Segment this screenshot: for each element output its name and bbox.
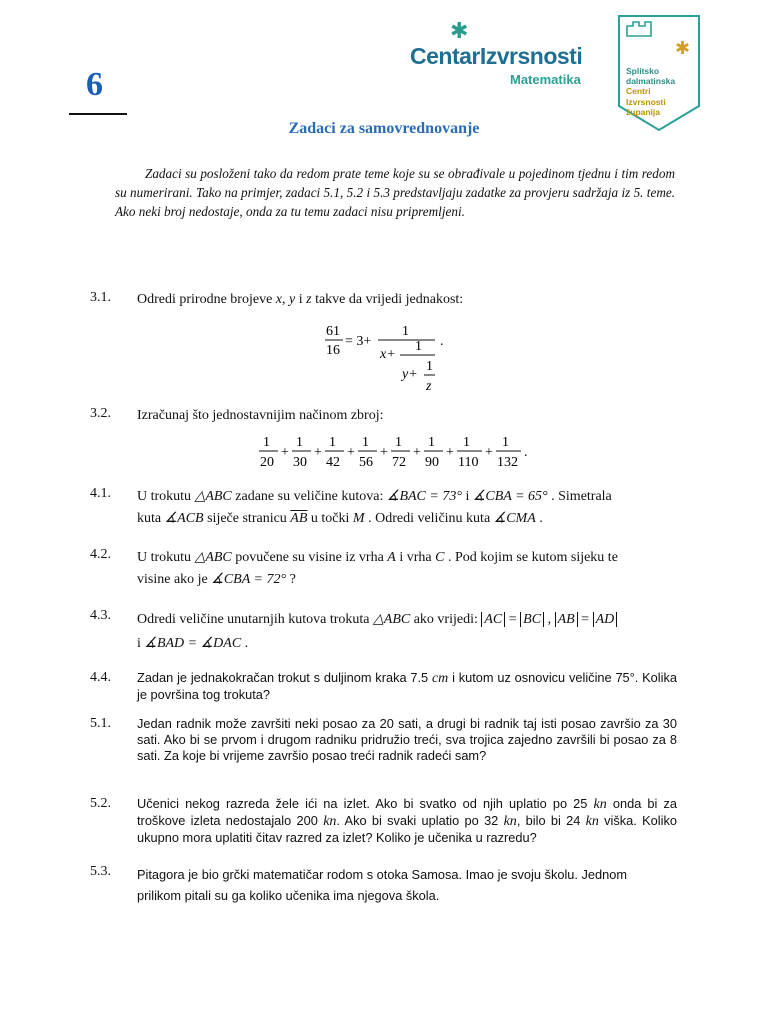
task-4-1-text bbox=[137, 486, 677, 530]
task-number: 5.2. bbox=[90, 796, 111, 811]
text-run: , bbox=[544, 612, 555, 627]
fraction-term bbox=[325, 435, 344, 470]
math-unit: kn bbox=[323, 814, 337, 829]
task-number: 5.3. bbox=[90, 864, 111, 879]
text-run: . Pod kojim se kutom sijeku te bbox=[444, 550, 618, 565]
math-var: y bbox=[289, 292, 296, 307]
task-number: 4.2. bbox=[90, 547, 111, 562]
task-number: 4.3. bbox=[90, 608, 111, 623]
task-5-1-text: Jedan radnik može završiti neki posao za 20 sati, a drugi bi radnik taj isti posao završio za 30 sati. Ako bi se prvom i drugom radniku pridružio treći, sva trojica zajedno završili bi posao za 8 sati. Za koje bi vrijeme završio posao treći radnik radeći sam? bbox=[137, 716, 677, 763]
fraction-term bbox=[358, 435, 377, 470]
svg-text:1: 1 bbox=[428, 435, 435, 450]
math-abs-segment: AC bbox=[481, 612, 505, 627]
svg-text:1: 1 bbox=[395, 435, 402, 450]
task-number: 3.1. bbox=[90, 290, 111, 305]
plus-sign: + bbox=[281, 445, 289, 460]
text-run: . Ako bi svaki uplatio po 32 bbox=[336, 813, 504, 828]
logo-subtitle: Matematika bbox=[510, 72, 581, 87]
text-run: visine ako je bbox=[137, 572, 212, 587]
task-3-1-text bbox=[137, 290, 677, 309]
svg-text:110: 110 bbox=[458, 455, 479, 470]
fraction-denominator: z bbox=[426, 379, 432, 394]
text-run: i bbox=[295, 292, 307, 307]
math-triangle: △ABC bbox=[194, 550, 232, 565]
math-angle: ∡CBA = 72° bbox=[211, 572, 287, 587]
task-number: 4.1. bbox=[90, 486, 111, 501]
svg-text:42: 42 bbox=[326, 455, 340, 470]
svg-text:72: 72 bbox=[392, 455, 406, 470]
math-unit: kn bbox=[593, 797, 607, 812]
svg-text:30: 30 bbox=[293, 455, 307, 470]
svg-text:90: 90 bbox=[425, 455, 439, 470]
text-run: U trokutu bbox=[137, 489, 195, 504]
fraction-term bbox=[424, 435, 443, 470]
fraction-numerator: 1 bbox=[426, 359, 433, 374]
task-4-3-text bbox=[137, 608, 677, 656]
fraction-sum-equation bbox=[256, 432, 536, 472]
task-5-3-text bbox=[137, 864, 677, 906]
svg-text:132: 132 bbox=[497, 455, 518, 470]
math-point: M bbox=[352, 511, 365, 526]
shield-line: Centri bbox=[626, 86, 651, 97]
text-run: onda bi za troškove izleta nedostajalo 200 bbox=[137, 796, 677, 828]
math-var: x bbox=[275, 292, 283, 307]
text-run: . bbox=[535, 511, 543, 526]
plus-sign: + bbox=[314, 445, 322, 460]
text-run: = bbox=[577, 612, 593, 627]
text-run: Odredi veličine unutarnjih kutova trokuta bbox=[137, 612, 373, 627]
text-run: Učenici nekog razreda žele ići na izlet. Ako bi svatko od njih uplatio po 25 bbox=[137, 796, 594, 811]
fraction-numerator: 1 bbox=[402, 324, 409, 339]
plus-sign: + bbox=[485, 445, 493, 460]
text-run: viška. Koliko ukupno mora uplatiti čitav razred za izlet? Koliko je učenika u razredu? bbox=[137, 813, 677, 845]
fraction-numerator: 1 bbox=[415, 339, 422, 354]
fraction-term bbox=[496, 435, 521, 470]
x-plus: x+ bbox=[380, 347, 396, 362]
text-run: Zadan je jednakokračan trokut s duljinom kraka 7.5 bbox=[137, 670, 432, 685]
text-run: Odredi prirodne brojeve bbox=[137, 292, 276, 307]
intro-paragraph: Zadaci su posloženi tako da redom prate teme koje su se obrađivale u pojedinom tjednu i tim redom su numerirani. Tako na primjer, zadaci 5.1, 5.2 i 5.3 predstavljaju zadatke za provjeru sadržaja iz 5. teme. Ako neki broj nedostaje, onda za tu temu zadaci nisu pripremljeni. bbox=[115, 166, 675, 220]
text-run: siječe stranicu bbox=[203, 511, 291, 526]
plus-sign: + bbox=[380, 445, 388, 460]
task-3-2-text: Izračunaj što jednostavnijim načinom zbroj: bbox=[137, 408, 384, 423]
math-point: A bbox=[387, 550, 396, 565]
text-run: U trokutu bbox=[137, 550, 195, 565]
text-run: i vrha bbox=[395, 550, 436, 565]
svg-text:56: 56 bbox=[359, 455, 373, 470]
fraction-term bbox=[259, 435, 278, 470]
math-var: z bbox=[306, 292, 312, 307]
text-run: . Odredi veličinu kuta bbox=[364, 511, 494, 526]
text-run: Pitagora je bio grčki matematičar rodom s otoka Samosa. Imao je svoju školu. Jednom bbox=[137, 867, 628, 882]
task-number: 3.2. bbox=[90, 406, 111, 421]
math-triangle: △ABC bbox=[373, 612, 411, 627]
plus-sign: + bbox=[446, 445, 454, 460]
svg-text:1: 1 bbox=[296, 435, 303, 450]
svg-text:20: 20 bbox=[260, 455, 274, 470]
equals-three-plus: = 3+ bbox=[345, 334, 372, 349]
svg-text:1: 1 bbox=[263, 435, 270, 450]
svg-text:1: 1 bbox=[362, 435, 369, 450]
text-run: i bbox=[461, 489, 473, 504]
y-plus: y+ bbox=[402, 367, 418, 382]
plus-sign: + bbox=[413, 445, 421, 460]
task-number: 4.4. bbox=[90, 670, 111, 685]
svg-text:1: 1 bbox=[329, 435, 336, 450]
text-run: takve da vrijedi jednakost: bbox=[311, 292, 464, 307]
text-run: , bilo bi 24 bbox=[516, 813, 586, 828]
plus-sign: + bbox=[347, 445, 355, 460]
fraction-term bbox=[292, 435, 311, 470]
logo-name: CentarIzvrsnosti bbox=[410, 43, 583, 69]
period: . bbox=[440, 334, 444, 349]
page-title: Zadaci za samovrednovanje bbox=[288, 120, 480, 137]
fraction-denominator: 16 bbox=[326, 343, 340, 358]
text-run: ? bbox=[286, 572, 296, 587]
text-run: povučene su visine iz vrha bbox=[231, 550, 388, 565]
math-angle: ∡BAD = ∡DAC bbox=[144, 636, 242, 651]
continued-fraction-equation bbox=[320, 318, 460, 398]
text-run: ako vrijedi: bbox=[410, 612, 482, 627]
svg-text:1: 1 bbox=[463, 435, 470, 450]
text-run: i kutom uz osnovicu veličine 75°. Kolika je površina tog trokuta? bbox=[137, 670, 677, 702]
text-run: . bbox=[241, 636, 249, 651]
math-angle: ∡BAC = 73° bbox=[386, 489, 462, 504]
text-run: kuta bbox=[137, 511, 165, 526]
math-abs-segment: BC bbox=[520, 612, 544, 627]
fraction-term bbox=[391, 435, 410, 470]
math-segment: $\overline{AB}$ bbox=[290, 511, 308, 526]
math-unit: kn bbox=[585, 814, 599, 829]
text-run: u točki bbox=[307, 511, 353, 526]
task-4-2-text bbox=[137, 547, 677, 591]
county-shield-logo bbox=[617, 14, 701, 132]
shield-line: dalmatinska bbox=[626, 76, 676, 87]
svg-text:✱: ✱ bbox=[675, 38, 691, 58]
math-angle: ∡CBA = 65° bbox=[472, 489, 548, 504]
shield-line: županija bbox=[626, 106, 661, 117]
task-number: 5.1. bbox=[90, 716, 111, 731]
text-run: , bbox=[282, 292, 290, 307]
task-4-4-text bbox=[137, 670, 677, 703]
math-angle: ∡ACB bbox=[164, 511, 204, 526]
page-number: 6 bbox=[86, 66, 103, 103]
page-number-underline bbox=[69, 113, 127, 115]
shield-text bbox=[626, 66, 675, 117]
math-angle: ∡CMA bbox=[493, 511, 536, 526]
math-triangle: △ABC bbox=[194, 489, 232, 504]
math-unit: cm bbox=[431, 671, 449, 686]
text-run: i bbox=[137, 636, 145, 651]
math-unit: kn bbox=[503, 814, 517, 829]
svg-text:1: 1 bbox=[502, 435, 509, 450]
asterisk-star-icon: ✱ bbox=[450, 18, 469, 43]
task-5-2-text bbox=[137, 796, 677, 846]
fraction-numerator: 61 bbox=[326, 324, 340, 339]
text-run: prilikom pitali su ga koliko učenika ima njegova škola. bbox=[137, 888, 440, 903]
shield-line: Splitsko bbox=[626, 66, 660, 76]
period: . bbox=[524, 445, 528, 460]
text-run: . Simetrala bbox=[547, 489, 612, 504]
math-abs-segment: AB bbox=[555, 612, 578, 627]
math-point: C bbox=[435, 550, 445, 565]
text-run: zadane su veličine kutova: bbox=[231, 489, 387, 504]
math-abs-segment: AD bbox=[593, 612, 618, 627]
fraction-term bbox=[457, 435, 482, 470]
shield-line: Izvrsnosti bbox=[626, 96, 666, 107]
text-run: = bbox=[505, 612, 521, 627]
